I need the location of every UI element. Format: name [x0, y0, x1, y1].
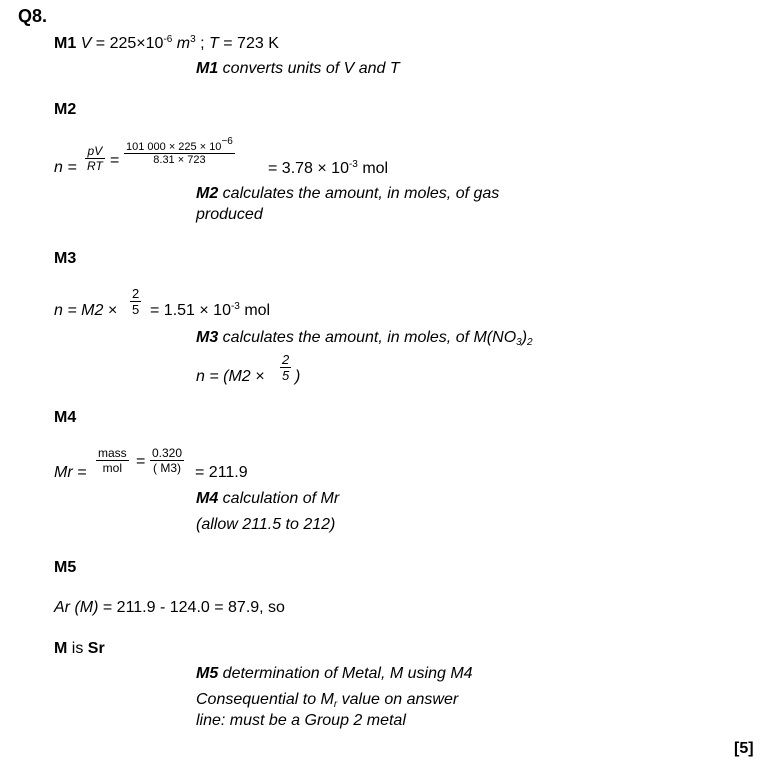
m4-note [196, 490, 339, 508]
m3-result [150, 302, 270, 320]
m3-n-eq [54, 302, 117, 320]
m2-eq2: = [110, 152, 120, 169]
m5-ar-line [54, 599, 285, 617]
m1-label: M1 [54, 35, 77, 52]
m2-pv-fraction [85, 144, 105, 173]
m2-note-1 [196, 185, 499, 203]
m1-v-exp: -6 [163, 34, 173, 45]
m4-note-label: M4 [196, 490, 219, 507]
m3-note-label: M3 [196, 329, 219, 346]
m1-sep: ; [195, 35, 210, 52]
m2-calc-num-exp: −6 [221, 136, 233, 147]
m4-note-allow: (allow 211.5 to 212) [196, 516, 336, 533]
m2-label: M2 [54, 101, 77, 118]
m3-n-eq-text: n = M2 × [54, 302, 118, 319]
m4-mr-eq: Mr = [54, 464, 87, 481]
m1-line [54, 35, 279, 53]
m1-note [196, 60, 400, 78]
m2-calc-num-wrap [124, 136, 235, 153]
m5-note-text-2a: Consequential to M [196, 691, 334, 708]
m3-note-close: ) [521, 329, 528, 346]
m3-note-fraction [280, 352, 291, 383]
m3-note-1 [196, 329, 533, 347]
m1-v-unit: m [172, 35, 191, 52]
m2-note-2: produced [196, 206, 263, 223]
m4-eq2: = [136, 453, 146, 470]
m4-fraction-2 [150, 446, 184, 475]
m4-fraction-1 [96, 446, 129, 475]
m5-is: is [67, 640, 88, 657]
m3-frac-den: 5 [132, 302, 140, 317]
m2-result-exp: -3 [348, 159, 358, 170]
m4-frac2-num: 0.320 [152, 446, 183, 460]
m5-note-3: line: must be a Group 2 metal [196, 712, 406, 729]
m2-result-unit: mol [357, 160, 389, 177]
m4-frac2-den: ( M3) [153, 461, 182, 475]
m2-result-text: = 3.78 × 10 [268, 160, 349, 177]
m5-note-label: M5 [196, 665, 219, 682]
m1-v-eq: = 225×10 [91, 35, 164, 52]
m2-pv-num: pV [87, 144, 103, 158]
m3-note-sub2: 2 [527, 337, 533, 348]
m5-note-text-1: determination of Metal, M using M4 [218, 665, 473, 682]
m1-note-text: converts units of V and T [218, 60, 400, 77]
m3-note-2-suffix: ) [295, 368, 301, 385]
m4-result: = 211.9 [195, 464, 248, 481]
m4-frac1-den: mol [102, 461, 122, 475]
m3-note-text: calculates the amount, in moles, of M(NO [218, 329, 517, 346]
m3-note-sub: 3 [516, 337, 522, 348]
m1-v-var: V [80, 35, 92, 52]
m5-note-2 [196, 691, 458, 709]
m2-note-label: M2 [196, 185, 219, 202]
m2-result [268, 160, 388, 178]
m4-frac1-num: mass [98, 446, 127, 460]
m1-t-eq: = 723 K [218, 35, 279, 52]
m1-t-var: T [209, 35, 219, 52]
m5-label: M5 [54, 559, 77, 576]
m5-ar-var: Ar (M) [54, 599, 99, 616]
m3-result-exp: -3 [230, 301, 240, 312]
m3-note2-num: 2 [282, 352, 290, 367]
m2-note-text-1: calculates the amount, in moles, of gas [218, 185, 500, 202]
m5-m: M [54, 640, 68, 657]
m1-v-unit-exp: 3 [190, 34, 196, 45]
m5-ar-rest: = 211.9 - 124.0 = 87.9, so [98, 599, 285, 616]
marks-total: [5] [734, 740, 754, 757]
m4-label: M4 [54, 409, 77, 426]
m5-note-text-2-sub: r [333, 699, 338, 710]
m1-note-label: M1 [196, 60, 219, 77]
m2-calc-fraction [124, 136, 235, 166]
m2-n-eq: n = [54, 159, 77, 176]
m2-pv-den: RT [87, 159, 103, 173]
m4-note-text: calculation of Mr [218, 490, 340, 507]
question-number: Q8. [18, 6, 48, 26]
m3-label: M3 [54, 250, 77, 267]
m3-result-unit: mol [239, 302, 271, 319]
m3-note2-den: 5 [282, 368, 290, 383]
m3-note-2-prefix: n = (M2 × [196, 368, 265, 385]
m3-result-text: = 1.51 × 10 [150, 302, 231, 319]
m5-answer-line [54, 640, 105, 658]
m3-frac-num: 2 [132, 286, 140, 301]
m2-calc-den: 8.31 × 723 [153, 154, 206, 166]
m5-sr: Sr [87, 640, 105, 657]
m5-note-text-2b: value on answer [337, 691, 459, 708]
m3-fraction [130, 286, 141, 317]
m2-calc-num: 101 000 × 225 × 10 [126, 141, 222, 153]
m5-note-1 [196, 665, 473, 683]
